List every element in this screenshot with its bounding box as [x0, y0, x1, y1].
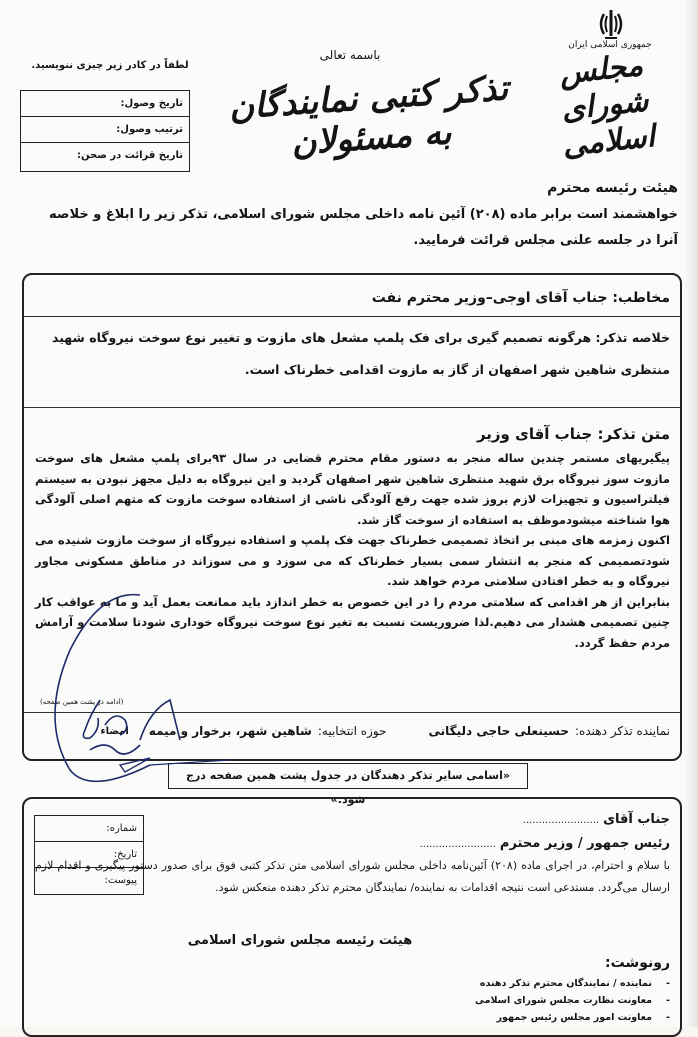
divider [24, 316, 680, 317]
notice-body [35, 448, 670, 653]
signature-label: امضاء [100, 725, 129, 737]
presidium-signature: هیئت رئیسه مجلس شورای اسلامی [187, 933, 413, 948]
response-recipient-label: رئیس جمهور / وزیر محترم [499, 836, 670, 851]
cc-title: رونوشت: [605, 955, 670, 971]
bismillah: باسمه تعالی [319, 48, 381, 62]
response-recipient [150, 836, 670, 851]
body-paragraph: اکنون زمزمه های مبنی بر اتخاذ تصمیمی خطرناک جهت فک پلمپ و استفاده نیروگاه از سوخت مازوت شنیده می شودتصمیمی که منجر به انتشار سمی بسیار خطرناک که می سوزد و می سوزاند در مناطق مسکونی مجاور نیروگاه و به خطر افتادن سلامتی مردم خواهد شد. [35, 533, 670, 588]
signer-row [40, 720, 670, 742]
intro-text: خواهشمند است برابر ماده (۲۰۸) آئین نامه داخلی مجلس شورای اسلامی، تذکر زیر را ابلاغ و خلاصه آنرا در جلسه علنی مجلس قرائت فرمایید. [49, 207, 678, 248]
receipt-box [20, 90, 190, 172]
do-not-write-note: لطفاً در کادر زیر چیزی ننویسید. [31, 60, 189, 71]
receipt-order-field: ترتیب وصول: [21, 117, 189, 143]
response-addressee-label: جناب آقای [603, 812, 670, 827]
receipt-date-field: تاریخ وصول: [21, 91, 189, 117]
emblem-subtitle: جمهوری اسلامی ایران [568, 40, 652, 50]
blank-line: ........................ [419, 839, 496, 850]
notice-summary: خلاصه تذکر: هرگونه تصمیم گیری برای فک پلمپ مشعل های مازوت و تغییر نوع سوخت نیروگاه شهید منتظری شاهین شهر اصفهان از گاز به مازوت اقدامی خطرناک است. [51, 330, 670, 377]
constituency: شاهین شهر، برخوار و میمه [148, 724, 312, 738]
signer-label: نماینده تذکر دهنده: [574, 724, 670, 738]
blank-line: ........................ [522, 815, 600, 826]
date-field: تاریخ: [35, 842, 143, 868]
other-signers-note: «اسامی سایر تذکر دهندگان در جدول پشت همین صفحه درج شود.» [168, 763, 528, 789]
constituency-label: حوزه انتخابیه: [317, 724, 387, 738]
reading-date-field: تاریخ قرائت در صحن: [77, 150, 183, 161]
signer-name: حسینعلی حاجی دلیگانی [428, 724, 569, 738]
recipient: مخاطب: جناب آقای اوجی–وزیر محترم نفت [371, 290, 670, 306]
cc-item: - نماینده / نمایندگان محترم تذکر دهنده [380, 975, 670, 992]
document-title: تذکر کتبی نمایندگان به مسئولان [227, 68, 510, 164]
divider [24, 712, 680, 713]
cc-item: - معاونت امور مجلس رئیس جمهور [380, 1009, 670, 1026]
response-addressee [150, 812, 670, 827]
cc-item: - معاونت نظارت مجلس شورای اسلامی [380, 992, 670, 1009]
notice-body-title: متن تذکر: جناب آقای وزیر [476, 425, 670, 443]
continued-note: (ادامه در پشت همین صفحه) [40, 698, 124, 706]
number-field: شماره: [35, 816, 143, 842]
body-paragraph: پیگیریهای مستمر چندین ساله منجر به دستور مقام محترم قضایی در سال ۹۳برای پلمپ مشعل های سوخت مازوت سوز نیروگاه برق شهید منتظری شاهین شهر اصفهان گردید و این نیروگاه به دلیل مجهز نبودن به سیستم فیلتراسیون و تجهیزات لازم بروز شده جهت رفع آلودگی ناشی از استفاده سوخت مازوت که متهم اصلی آلودگی هوا شناخته میشودموظف به استفاده از سوخت گاز شد. [35, 451, 670, 527]
addressee: هیئت رئیسه محترم [547, 180, 678, 196]
body-paragraph: بنابراین از هر اقدامی که سلامتی مردم را در این خصوص به خطر اندازد باید ممانعت بعمل آید و ما به عواقب کار چنین تصمیمی هشدار می دهیم.لذا ضروریست نسبت به تغیر نوع سوخت نیروگاه خوداری شودتا سلامت و آرامش مردم حفظ گردد. [35, 594, 670, 650]
divider [24, 407, 680, 408]
page-edge-shadow [684, 0, 698, 1027]
parliament-logo-title: مجلس شورای اسلامی [557, 47, 657, 164]
attachment-field: پیوست: [104, 875, 137, 886]
response-body: با سلام و احترام، در اجرای ماده (۲۰۸) آئین‌نامه داخلی مجلس شورای اسلامی متن تذکر کتبی فوق برای صدور دستور پیگیری و اقدام لازم ارسال می‌گردد. مستدعی است نتیجه اقدامات به نماینده/ نمایندگان محترم تذکر دهنده منعکس شود. [35, 859, 671, 894]
iran-emblem-icon [596, 8, 626, 42]
cc-list [380, 975, 670, 1026]
